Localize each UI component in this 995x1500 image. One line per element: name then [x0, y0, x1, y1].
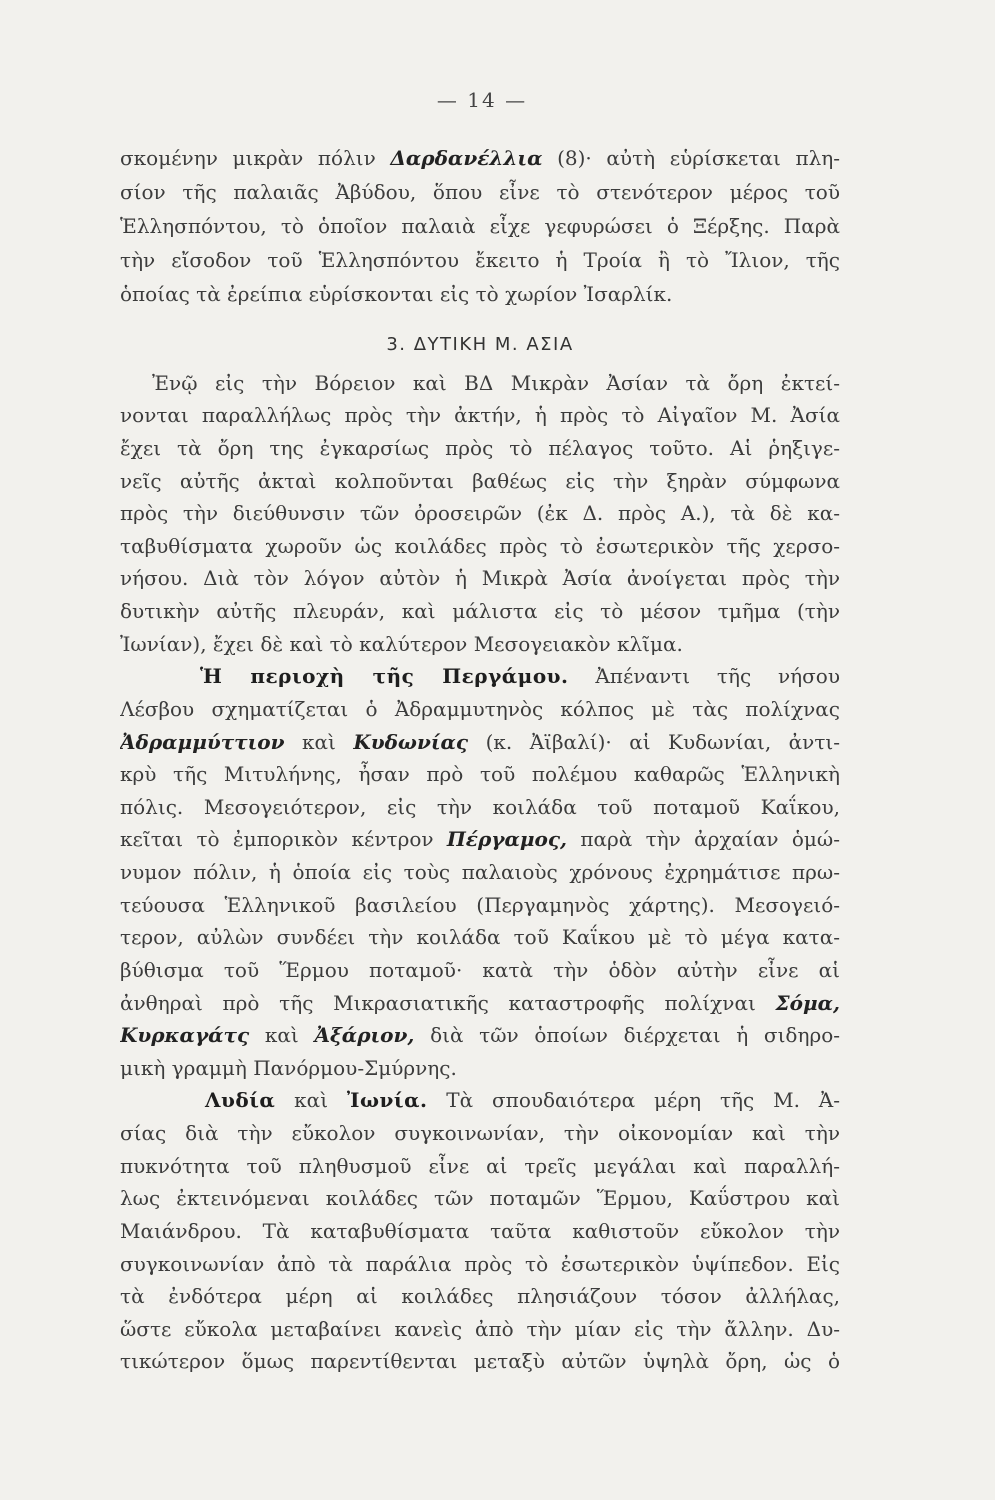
- text-run: κρὺ τῆς Μιτυλήνης, ἦσαν πρὸ τοῦ πολέμου καθαρῶς Ἑλληνικὴ: [120, 762, 840, 787]
- text-line: [120, 1215, 840, 1248]
- text-run: διὰ τῶν ὁποίων διέρχεται ἡ σιδηρο-: [414, 1023, 840, 1048]
- text-run: πυκνότητα τοῦ πληθυσμοῦ εἶνε αἱ τρεῖς μεγάλαι καὶ παραλλή-: [120, 1153, 840, 1178]
- text-line: [120, 1084, 840, 1117]
- text-run: παρὰ τὴν ἀρχαίαν ὁμώ-: [566, 827, 840, 852]
- text-line: [120, 399, 840, 432]
- text-line: [120, 530, 840, 563]
- page-number: — 14 —: [436, 88, 528, 112]
- place-name-term: Σόμα,: [775, 990, 840, 1015]
- text-line: [120, 954, 840, 987]
- place-name-term: Δαρδανέλλια: [390, 146, 543, 170]
- text-run: σίον τῆς παλαιᾶς Ἀβύδου, ὅπου εἶνε τὸ στενότερον μέρος τοῦ: [120, 180, 840, 204]
- text-run: Τὰ σπουδαιότερα μέρη τῆς Μ. Ἀ-: [427, 1088, 840, 1113]
- text-line: [120, 921, 840, 954]
- place-name-term: Κυδωνίας: [353, 729, 469, 754]
- place-name-term: Κυρκαγάτς: [120, 1023, 250, 1048]
- text-line: [120, 693, 840, 726]
- text-line: [120, 1345, 840, 1378]
- text-run: νυμον πόλιν, ἡ ὁποία εἰς τοὺς παλαιοὺς χρόνους ἐχρημάτισε πρω-: [120, 860, 840, 885]
- text-run: ἔχει τὰ ὄρη της ἐγκαρσίως πρὸς τὸ πέλαγος τοῦτο. Αἱ ῥηξιγε-: [120, 435, 840, 460]
- text-run: καὶ: [284, 729, 354, 754]
- text-run: συγκοινωνίαν ἀπὸ τὰ παράλια πρὸς τὸ ἐσωτερικὸν ὑψίπεδον. Εἰς: [120, 1251, 840, 1276]
- text-run: σίας διὰ τὴν εὔκολον συγκοινωνίαν, τὴν οἰκονομίαν καὶ τὴν: [120, 1121, 840, 1146]
- text-line: [120, 856, 840, 889]
- text-run: νήσου. Διὰ τὸν λόγον αὐτὸν ἡ Μικρὰ Ἀσία ἀνοίγεται πρὸς τὴν: [120, 566, 840, 591]
- place-name-term: Πέργαμος,: [446, 827, 567, 852]
- text-run: τὰ ἐνδότερα μέρη αἱ κοιλάδες πλησιάζουν τόσον ἀλλήλας,: [120, 1284, 840, 1309]
- text-line: [120, 823, 840, 856]
- text-line: [120, 562, 840, 595]
- place-name-term: Ἀδραμμύττιον: [120, 729, 285, 754]
- text-line: [120, 1313, 840, 1346]
- text-line: [120, 726, 840, 759]
- text-run: ὥστε εὔκολα μεταβαίνει κανεὶς ἀπὸ τὴν μίαν εἰς τὴν ἄλλην. Δυ-: [120, 1316, 840, 1341]
- text-run: ὁποίας τὰ ἐρείπια εὑρίσκονται εἰς τὸ χωρίον Ἰσαρλίκ.: [120, 282, 673, 306]
- text-line: [120, 497, 840, 530]
- text-line: [120, 1280, 840, 1313]
- paragraph: [120, 367, 840, 661]
- text-line: [120, 595, 840, 628]
- text-run: (κ. Ἀϊβαλί)· αἱ Κυδωνίαι, ἀντι-: [468, 729, 840, 754]
- subsection-title: Ἡ περιοχὴ τῆς Περγάμου.: [200, 664, 569, 689]
- text-run: ταβυθίσματα χωροῦν ὡς κοιλάδες πρὸς τὸ ἐσωτερικὸν τῆς χερσο-: [120, 533, 840, 558]
- text-line: [120, 889, 840, 922]
- text-run: τὴν εἴσοδον τοῦ Ἑλλησπόντου ἔκειτο ἡ Τροία ἢ τὸ Ἴλιον, τῆς: [120, 248, 840, 272]
- text-run: Ἑλλησπόντου, τὸ ὁποῖον παλαιὰ εἶχε γεφυρώσει ὁ Ξέρξης. Παρὰ: [120, 214, 840, 238]
- text-line: [120, 1117, 840, 1150]
- text-line: [120, 628, 840, 661]
- text-run: νεῖς αὐτῆς ἀκταὶ κολποῦνται βαθέως εἰς τὴν ξηρὰν σύμφωνα: [120, 468, 840, 493]
- text-run: κεῖται τὸ ἐμπορικὸν κέντρον: [120, 827, 447, 852]
- text-line: [120, 660, 840, 693]
- text-line: [120, 432, 840, 465]
- subsection-title: Λυδία: [205, 1088, 276, 1113]
- text-run: πόλις. Μεσογειότερον, εἰς τὴν κοιλάδα τοῦ ποταμοῦ Καΐκου,: [120, 794, 840, 819]
- text-run: μικὴ γραμμὴ Πανόρμου-Σμύρνης.: [120, 1055, 457, 1080]
- text-run: Λέσβου σχηματίζεται ὁ Ἀδραμμυτηνὸς κόλπος μὲ τὰς πολίχνας: [120, 696, 840, 721]
- text-line: [120, 465, 840, 498]
- text-run: πρὸς τὴν διεύθυνσιν τῶν ὀροσειρῶν (ἐκ Δ. πρὸς Α.), τὰ δὲ κα-: [120, 501, 840, 526]
- text-run: Ἐνῷ εἰς τὴν Βόρειον καὶ ΒΔ Μικρὰν Ἀσίαν τὰ ὄρη ἐκτεί-: [152, 370, 840, 395]
- text-line: [120, 141, 840, 175]
- paragraph: [120, 660, 840, 1084]
- text-column: [120, 141, 840, 1378]
- text-run: Ἀπέναντι τῆς νήσου: [568, 664, 840, 689]
- text-line: [120, 175, 840, 209]
- text-line: [120, 1052, 840, 1085]
- text-run: Μαιάνδρου. Τὰ καταβυθίσματα ταῦτα καθιστοῦν εὔκολον τὴν: [120, 1218, 840, 1243]
- text-run: νονται παραλλήλως πρὸς τὴν ἀκτήν, ἡ πρὸς τὸ Αἰγαῖον Μ. Ἀσία: [120, 403, 840, 428]
- text-run: δυτικὴν αὐτῆς πλευράν, καὶ μάλιστα εἰς τὸ μέσον τμῆμα (τὴν: [120, 599, 840, 624]
- text-line: [120, 1019, 840, 1052]
- text-line: [120, 987, 840, 1020]
- text-run: ἀνθηραὶ πρὸ τῆς Μικρασιατικῆς καταστροφῆς πολίχναι: [120, 990, 776, 1015]
- paragraph: [120, 1084, 840, 1378]
- text-run: καὶ: [249, 1023, 315, 1048]
- text-line: [120, 243, 840, 277]
- text-run: βύθισμα τοῦ Ἕρμου ποταμοῦ· κατὰ τὴν ὁδὸν αὐτὴν εἶνε αἱ: [120, 957, 840, 982]
- text-line: [120, 1248, 840, 1281]
- section-heading: 3. ΔΥΤΙΚΗ Μ. ΑΣΙΑ: [386, 334, 574, 355]
- text-line: [120, 1150, 840, 1183]
- text-run: καὶ: [275, 1088, 347, 1113]
- text-run: λως ἐκτεινόμεναι κοιλάδες τῶν ποταμῶν Ἕρμου, Καΰστρου καὶ: [120, 1186, 840, 1211]
- text-line: [120, 209, 840, 243]
- text-run: τικώτερον ὅμως παρεντίθενται μεταξὺ αὐτῶν ὑψηλὰ ὄρη, ὡς ὁ: [120, 1349, 840, 1374]
- text-run: τερον, αὐλὼν συνδέει τὴν κοιλάδα τοῦ Καΐκου μὲ τὸ μέγα κατα-: [120, 925, 840, 950]
- subsection-title: Ἰωνία.: [346, 1088, 428, 1113]
- text-run: σκομένην μικρὰν πόλιν: [120, 146, 391, 170]
- text-line: [120, 791, 840, 824]
- text-line: [120, 367, 840, 400]
- text-run: Ἰωνίαν), ἔχει δὲ καὶ τὸ καλύτερον Μεσογειακὸν κλῖμα.: [120, 631, 683, 656]
- text-line: [120, 1182, 840, 1215]
- text-run: τεύουσα Ἑλληνικοῦ βασιλείου (Περγαμηνὸς χάρτης). Μεσογειό-: [120, 892, 840, 917]
- text-line: [120, 758, 840, 791]
- text-run: (8)· αὐτὴ εὑρίσκεται πλη-: [542, 146, 840, 170]
- text-line: [120, 277, 840, 311]
- paragraph: [120, 141, 840, 311]
- place-name-term: Ἀξάριον,: [314, 1023, 415, 1048]
